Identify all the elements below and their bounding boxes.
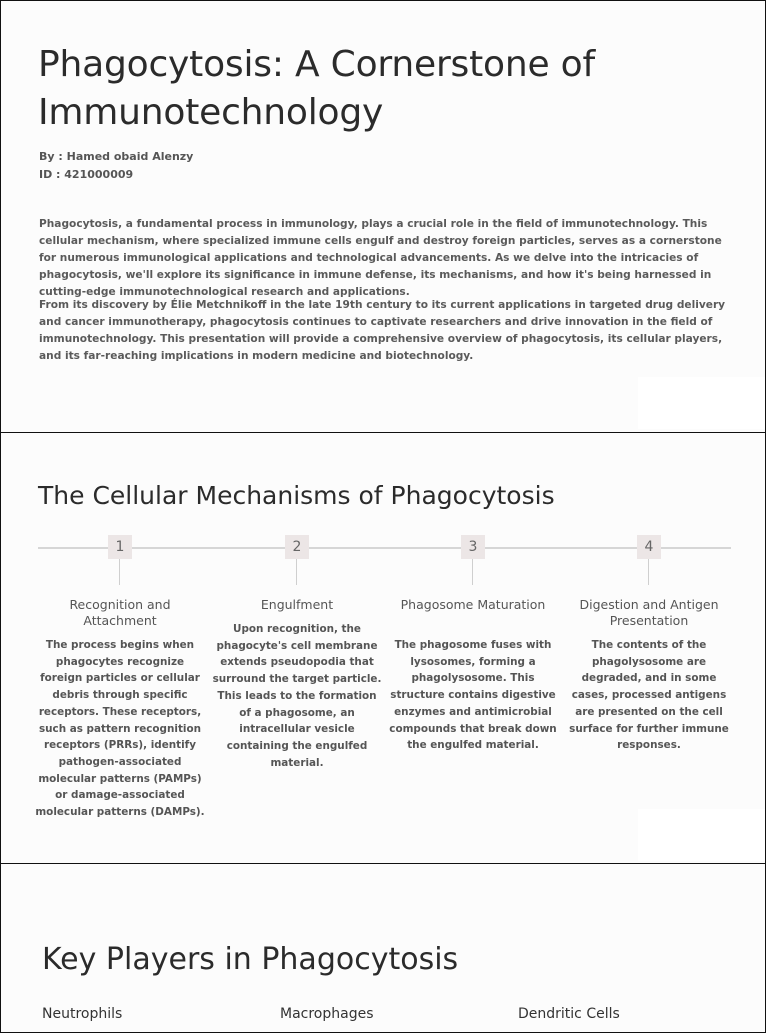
key-players-title: Key Players in Phagocytosis [42, 942, 459, 977]
step-description: The process begins when phagocytes recognize foreign particles or cellular debris through specific receptors. These receptors, such as pattern recognition receptors (PRRs), identify pathogen-associated molecular patterns (PAMPs) or damage-associated molecular patterns (DAMPs). [35, 639, 205, 819]
title-line-1: Phagocytosis: A Cornerstone of [38, 44, 595, 85]
step-title: Digestion and Antigen Presentation [579, 597, 719, 628]
blank-corner [638, 377, 766, 429]
step-number: 1 [108, 535, 132, 559]
step-description: The phagosome fuses with lysosomes, forming a phagolysosome. This structure contains digestive enzymes and antimicrobial compounds that break down the engulfed material. [389, 639, 557, 752]
blank-corner [638, 809, 766, 861]
step-connector [648, 559, 649, 585]
player-dendritic-cells: Dendritic Cells [518, 1006, 620, 1022]
presentation-title [38, 41, 738, 137]
slide-mechanisms [0, 432, 766, 864]
step-number: 4 [637, 535, 661, 559]
timeline-line [38, 547, 731, 549]
step-connector [472, 559, 473, 585]
step-number: 3 [461, 535, 485, 559]
step-connector [119, 559, 120, 585]
author-line: By : Hamed obaid Alenzy [39, 150, 194, 163]
id-line: ID : 421000009 [39, 168, 134, 181]
step-description: Upon recognition, the phagocyte's cell membrane extends pseudopodia that surround the target particle. This leads to the formation of a phagosome, an intracellular vesicle containing the engulfed material. [212, 623, 382, 769]
step-connector [296, 559, 297, 585]
intro-paragraph-2: From its discovery by Élie Metchnikoff in the late 19th century to its current applications in targeted drug delivery and cancer immunotherapy, phagocytosis continues to captivate researchers and drive innovation in the field of immunotechnology. This presentation will provide a comprehensive overview of phagocytosis, its cellular players, and its far-reaching implications in modern medicine and biotechnology. [39, 299, 726, 362]
step-number: 2 [285, 535, 309, 559]
player-neutrophils: Neutrophils [42, 1006, 123, 1022]
player-macrophages: Macrophages [280, 1006, 374, 1022]
intro-paragraph-1: Phagocytosis, a fundamental process in immunology, plays a crucial role in the field of immunotechnology. This cellular mechanism, where specialized immune cells engulf and destroy foreign particles, serves as a cornerstone for numerous immunological applications and technological advancements. As we delve into the intricacies of phagocytosis, we'll explore its significance in immune defense, its mechanisms, and how it's being harnessed in cutting-edge immunotechnological research and applications. [39, 218, 722, 298]
step-description: The contents of the phagolysosome are degraded, and in some cases, processed antigens are presented on the cell surface for further immune responses. [569, 639, 729, 752]
slide-title [0, 0, 766, 433]
step-title: Engulfment [260, 597, 334, 612]
step-title: Phagosome Maturation [400, 597, 546, 612]
title-line-2: Immunotechnology [38, 92, 384, 133]
mechanisms-title: The Cellular Mechanisms of Phagocytosis [38, 481, 555, 510]
step-title: Recognition and Attachment [69, 597, 171, 628]
slide-key-players [0, 863, 766, 1033]
